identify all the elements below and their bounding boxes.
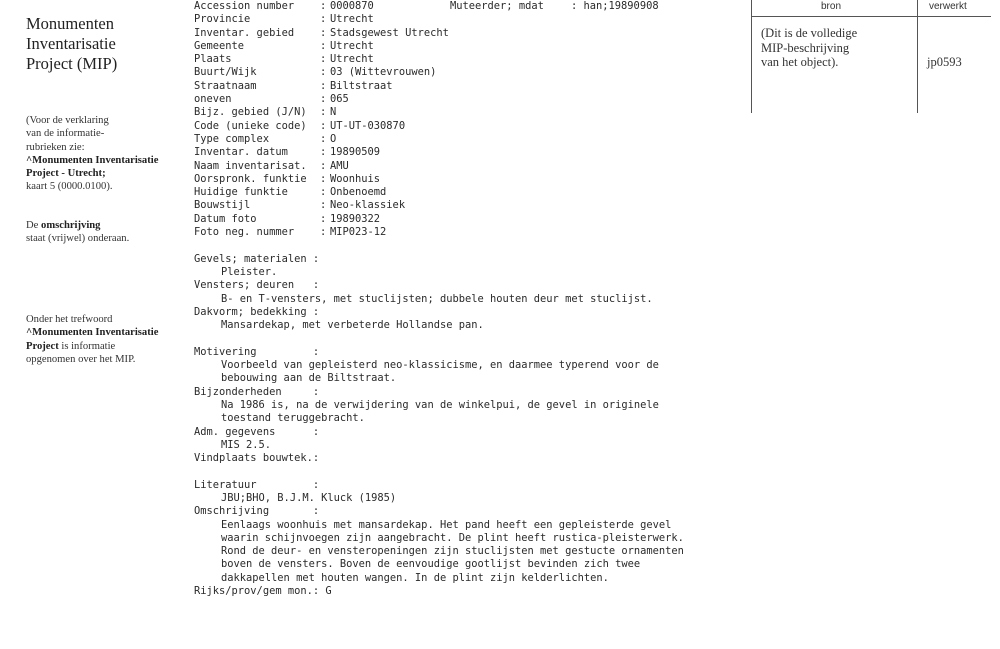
field-separator: :	[320, 39, 327, 52]
section-heading: Vensters; deuren :	[194, 279, 320, 292]
field-label: Straatnaam	[194, 79, 257, 92]
field-value: UT-UT-030870	[330, 119, 406, 132]
section-line: Voorbeeld van gepleisterd neo-klassicisme, en daarmee typerend voor de	[221, 359, 659, 372]
field-label: Buurt/Wijk	[194, 66, 257, 79]
field-separator: :	[320, 212, 327, 225]
note-line: opgenomen over het MIP.	[26, 353, 136, 365]
section-heading: Dakvorm; bedekking :	[194, 305, 320, 318]
mip-title-line: Monumenten	[26, 14, 114, 33]
bron-line: (Dit is de volledige	[761, 26, 858, 40]
section-line: waarin schijnvoegen zijn aangebracht. De plint heeft rustica-pleisterwerk.	[221, 531, 684, 544]
section-line: bebouwing aan de Biltstraat.	[221, 372, 397, 385]
field-value: 19890509	[330, 146, 381, 159]
section-line: B- en T-vensters, met stuclijsten; dubbele houten deur met stuclijst.	[221, 292, 653, 305]
record-field	[194, 93, 754, 106]
record-field	[194, 80, 754, 93]
bron-line: van het object).	[761, 55, 839, 69]
record-field	[194, 173, 754, 186]
field-label: Provincie	[194, 13, 251, 26]
field-separator: :	[320, 199, 327, 212]
spacer	[194, 465, 754, 478]
mip-info-note	[26, 313, 158, 366]
record-field	[194, 66, 754, 79]
field-label: Oorspronk. funktie	[194, 172, 307, 185]
field-separator: :	[320, 146, 327, 159]
field-value: 03 (Wittevrouwen)	[330, 66, 437, 79]
table-divider	[751, 16, 991, 17]
record-field	[194, 27, 754, 40]
field-value: 0000870	[330, 0, 374, 12]
field-value: Biltstraat	[330, 79, 393, 92]
field-separator: :	[571, 0, 584, 12]
field-value: Woonhuis	[330, 172, 381, 185]
field-label: Foto neg. nummer	[194, 226, 295, 239]
record-field	[194, 106, 754, 119]
section-line: Pleister.	[221, 265, 278, 278]
note-line: Project - Utrecht;	[26, 168, 106, 180]
record-field	[194, 186, 754, 199]
field-separator: :	[320, 119, 327, 132]
source-table	[751, 0, 991, 113]
section-heading: Adm. gegevens :	[194, 425, 320, 438]
section-heading: Gevels; materialen :	[194, 252, 320, 265]
section-heading: Rijks/prov/gem mon.: G	[194, 585, 332, 598]
mip-title-line: Project (MIP)	[26, 54, 118, 73]
note-line: staat (vrijwel) onderaan.	[26, 233, 130, 245]
mutator-info	[450, 0, 659, 13]
section-heading: Motivering :	[194, 345, 320, 358]
note-line: rubrieken zie:	[26, 141, 85, 153]
field-value: Utrecht	[330, 53, 374, 66]
section-heading: Literatuur :	[194, 478, 320, 491]
field-label: Accession number	[194, 0, 295, 12]
note-line: ^Monumenten Inventarisatie	[26, 327, 159, 339]
record-sections	[194, 253, 754, 599]
section-heading: Vindplaats bouwtek.:	[194, 452, 320, 465]
mip-title-line: Inventarisatie	[26, 34, 116, 53]
field-separator: :	[320, 93, 327, 106]
mip-title	[26, 14, 117, 74]
field-value: N	[330, 106, 337, 119]
record-field	[194, 53, 754, 66]
field-separator: :	[320, 53, 327, 66]
field-label: Bouwstijl	[194, 199, 251, 212]
section-heading: Bijzonderheden :	[194, 385, 320, 398]
section-line: JBU;BHO, B.J.M. Kluck (1985)	[221, 491, 397, 504]
section-line: boven de vensters. Boven de eenvoudige gootlijst bevinden zich twee	[221, 558, 641, 571]
field-value: Neo-klassiek	[330, 199, 406, 212]
field-label: Plaats	[194, 53, 232, 66]
field-separator: :	[320, 26, 327, 39]
section-line: toestand teruggebracht.	[221, 412, 365, 425]
note-line: ^Monumenten Inventarisatie	[26, 154, 159, 166]
explanation-note	[26, 114, 158, 194]
field-label: Type complex	[194, 132, 270, 145]
verwerkt-cell: jp0593	[927, 55, 962, 69]
section-line: Mansardekap, met verbeterde Hollandse pan.	[221, 319, 484, 332]
field-value: Utrecht	[330, 39, 374, 52]
field-separator: :	[320, 79, 327, 92]
field-value: MIP023-12	[330, 226, 387, 239]
field-label: Datum foto	[194, 212, 257, 225]
mutator-value: han;19890908	[583, 0, 659, 12]
note-bold: omschrijving	[41, 220, 101, 231]
record-field	[194, 226, 754, 239]
record-field	[194, 0, 754, 13]
note-text: De	[26, 220, 42, 231]
record-field	[194, 213, 754, 226]
record-field	[194, 13, 754, 26]
field-label: Naam inventarisat.	[194, 159, 307, 172]
header-bron: bron	[821, 1, 842, 12]
section-line: dakkapellen met houten wangen. In de plint zijn kelderlichten.	[221, 571, 609, 584]
field-separator: :	[320, 106, 327, 119]
monument-record	[194, 0, 754, 598]
field-value: 065	[330, 93, 349, 106]
note-line: van de informatie-	[26, 128, 105, 140]
note-bold: Project	[26, 340, 59, 352]
field-value: AMU	[330, 159, 349, 172]
record-field	[194, 40, 754, 53]
field-label: Huidige funktie	[194, 186, 288, 199]
spacer	[194, 332, 754, 345]
spacer	[194, 239, 754, 252]
field-separator: :	[320, 66, 327, 79]
note-line: (Voor de verklaring	[26, 115, 109, 126]
field-separator: :	[320, 13, 327, 26]
field-value: Onbenoemd	[330, 186, 387, 199]
field-separator: :	[320, 0, 327, 12]
section-heading: Omschrijving :	[194, 505, 320, 518]
note-line: Onder het trefwoord	[26, 314, 113, 325]
field-value: 19890322	[330, 212, 381, 225]
field-separator: :	[320, 172, 327, 185]
field-separator: :	[320, 186, 327, 199]
record-field	[194, 160, 754, 173]
header-verwerkt: verwerkt	[929, 1, 967, 12]
record-field	[194, 133, 754, 146]
bron-line: MIP-beschrijving	[761, 40, 850, 55]
field-label: Gemeente	[194, 39, 245, 52]
field-label: oneven	[194, 93, 232, 106]
field-separator: :	[320, 226, 327, 239]
section-line: Rond de deur- en vensteropeningen zijn stuclijsten met gestucte ornamenten	[221, 545, 684, 558]
description-note	[26, 219, 129, 246]
field-label: Bijz. gebied (J/N)	[194, 106, 307, 119]
section-line: Eenlaags woonhuis met mansardekap. Het pand heeft een gepleisterde gevel	[221, 518, 672, 531]
field-separator: :	[320, 132, 327, 145]
section-line: MIS 2.5.	[221, 438, 272, 451]
bron-cell	[761, 26, 857, 70]
field-value: Stadsgewest Utrecht	[330, 26, 449, 39]
field-label: Inventar. datum	[194, 146, 288, 159]
field-separator: :	[320, 159, 327, 172]
record-fields	[194, 0, 754, 239]
field-label: Code (unieke code)	[194, 119, 307, 132]
record-field	[194, 199, 754, 212]
field-value: O	[330, 132, 337, 145]
mutator-label: Muteerder; mdat	[450, 0, 544, 12]
section-line: Na 1986 is, na de verwijdering van de winkelpui, de gevel in originele	[221, 398, 659, 411]
field-value: Utrecht	[330, 13, 374, 26]
note-text: is informatie	[58, 340, 116, 352]
record-field	[194, 146, 754, 159]
field-label: Inventar. gebied	[194, 26, 295, 39]
note-line: kaart 5 (0000.0100).	[26, 181, 113, 193]
record-field	[194, 120, 754, 133]
